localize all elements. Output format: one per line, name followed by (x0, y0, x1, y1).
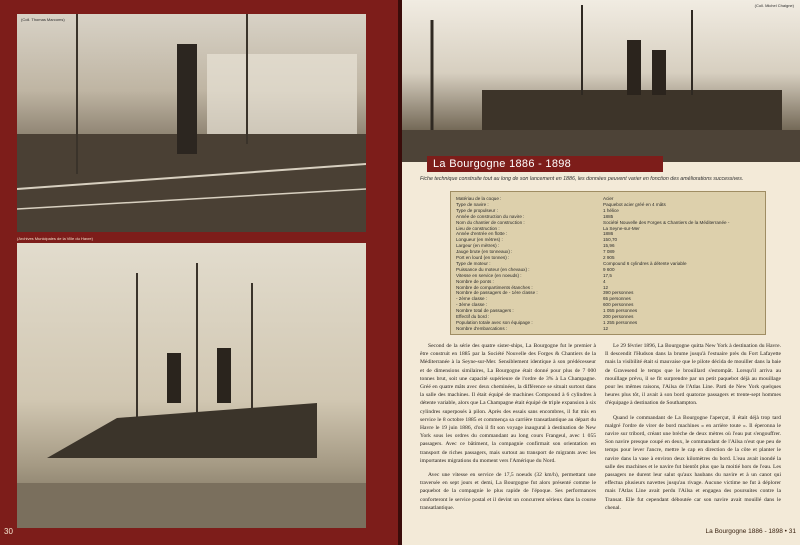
spec-row (456, 296, 760, 302)
body-paragraph: Second de la série des quatre sister-ships, La Bourgogne fut le premier à être construit en 1885 par la Société Nouvelle des Forges & Chantiers de la Méditerranée à la Seyne-sur-Mer. Sensiblement identique à son prédécesseur et de dimensions similaires, La Bourgogne était donné pour plus de 7 000 tonnes brut, soit une capacité supérieure de l'ordre de 3% à La Champagne. Gréé en quatre mâts avec deux cheminées, la différence se situait surtout dans la salle des machines. Il était équipé de machines Compound à 6 cylindres à détente variable, alors que La Champagne était équipé de triple expansion à six cylindres superposés à pilon. Après des essais sans encombres, il fut mis en service le 8 octobre 1885 et commença sa carrière transatlantique au départ du Havre le 19 juin 1886, d'où il fit son voyage inaugural à destination de New York sous les ordres du commandant au long cours Frangeul, avec 1 055 passagers. Avec ce bâtiment, la compagnie confirmait son orientation en transport de riches passagers, mais surtout au transport de migrants avec les importantes migrations du moment vers l'Amérique du Nord. (420, 343, 596, 464)
spec-row (456, 290, 760, 296)
spec-label: Nombre total de passagers : (456, 308, 514, 314)
spec-value: La Seyne-sur-Mer (603, 225, 640, 231)
body-paragraph: Avec une vitesse en service de 17,5 noeuds (32 km/h), permettant une traversée en sept jours et demi, La Bourgogne fut alors présenté comme le paquebot de la compagnie le plus rapide de l'époque. Ses performances conforteront le service postal et il devint un concurrent sérieux dans la course transatlantique. (420, 472, 596, 511)
spec-value: Acier (603, 196, 614, 201)
spec-row (456, 220, 760, 226)
spec-row (456, 226, 760, 232)
spec-row (456, 314, 760, 320)
spec-label: - 2ème classe : (456, 296, 488, 302)
spec-row (456, 196, 760, 202)
spec-value: Compound 6 cylindres à détente variable (603, 260, 687, 266)
spec-label: Population totale avec son équipage : (456, 319, 533, 325)
body-column-1 (420, 342, 596, 512)
spec-value: 390 personnes (603, 290, 634, 296)
body-paragraph: Le 29 février 1896, La Bourgogne quitta New York à destination du Havre. Il descendit l'Hudson dans la brume jusqu'à l'estuaire près du Fort Lafayette mais la visibilité était si mauvaise que le pilote décida de mouiller dans la baie de Gravesend le temps que le brouillard s'estompât. Lorsqu'il arriva au mouillage prévu, il se fit surprendre par un petit paquebot déjà au mouillage pour les mêmes raisons, l'Ailsa de l'Atlas Line. Parti de New York quelques heures plus tôt, il avait à son bord quatorze passagers et trente-sept hommes d'équipage à destination de Southampton. (605, 343, 781, 407)
article-title: La Bourgogne 1886 - 1898 (427, 156, 663, 172)
spec-label: Effectif du bord : (456, 314, 490, 319)
spec-row (456, 208, 760, 214)
photo-credit-bottom: (Archives Municipales de la Ville du Havre) (17, 236, 93, 241)
spec-label: Type de navire : (456, 201, 489, 207)
ship-deck-photo (17, 14, 366, 232)
spec-value: 2 905 (603, 255, 615, 260)
spec-row (456, 279, 760, 285)
spec-value: 12 (603, 325, 609, 331)
spec-row (456, 273, 760, 279)
intro-text: Fiche technique construite tout au long de son lancement en 1886, les données peuvent varier en fonction des améliorations successives. (420, 176, 744, 182)
spec-value: 9 600 (603, 266, 615, 272)
right-page (402, 0, 800, 545)
technical-specs-box (450, 191, 766, 335)
spec-value: 4 (603, 278, 606, 284)
spec-value: 1 055 personnes (603, 308, 638, 314)
spec-row (456, 320, 760, 326)
spec-row (456, 249, 760, 255)
spec-value: 65 personnes (603, 296, 631, 302)
spec-label: Longueur (en mètres) : (456, 237, 503, 243)
spec-label: Puissance du moteur (en chevaux) : (456, 266, 530, 272)
ship-at-dock-photo (402, 0, 800, 162)
ship-at-quay-illustration (17, 243, 366, 528)
photo-credit-right: (Coll. Michel Chaigne) (754, 3, 794, 8)
spec-value: 1885 (603, 213, 614, 219)
spec-label: - 3ème classe : (456, 302, 488, 308)
spec-value: 15,96 (603, 243, 615, 249)
body-column-2 (605, 342, 781, 512)
spec-value: 12 (603, 284, 609, 290)
spec-row (456, 214, 760, 220)
spec-row (456, 285, 760, 291)
spec-value: Société Nouvelle des Forges & Chantiers de la Méditerranée - (603, 219, 730, 225)
spec-row (456, 308, 760, 314)
spec-label: Année d'entrée en flotte : (456, 231, 508, 237)
spec-row (456, 302, 760, 308)
photo-credit-top: (Coll. Thomas Marcoms) (21, 17, 65, 22)
spec-value: 17,5 (603, 272, 612, 278)
spec-row (456, 202, 760, 208)
spec-value: 150,70 (603, 237, 618, 243)
page-number-left: 30 (4, 527, 13, 536)
ship-deck-illustration (17, 14, 366, 232)
page-footer-right: La Bourgogne 1886 - 1898 • 31 (705, 528, 796, 535)
spec-row (456, 326, 760, 332)
spec-row (456, 255, 760, 261)
spec-value: 200 personnes (603, 314, 634, 319)
spec-label: Année de construction du navire : (456, 213, 525, 219)
ship-at-dock-illustration (402, 0, 800, 162)
spec-value: 7 089 (603, 249, 615, 255)
spec-row (456, 267, 760, 273)
spec-value: 600 personnes (603, 302, 634, 308)
spec-label: Jauge brute (en tonneaux) : (456, 249, 513, 255)
spec-row (456, 243, 760, 249)
spec-value: 1886 (603, 231, 614, 237)
spec-label: Vitesse en service (en noeuds) : (456, 272, 522, 278)
spec-label: Nom du chantier de construction : (456, 219, 525, 225)
spec-value: 1 hélice (603, 207, 619, 213)
spec-value: 1 255 personnes (603, 319, 638, 325)
spec-label: Matériau de la coque : (456, 196, 502, 201)
spec-row (456, 237, 760, 243)
spec-label: Type de moteur : (456, 260, 491, 266)
spec-label: Port en lourd (en tonnes) : (456, 255, 510, 260)
spec-label: Nombre de passagers de - 1ère classe : (456, 290, 538, 296)
spec-value: Paquebot acier gréé en 4 mâts (603, 201, 666, 207)
left-page (0, 0, 398, 545)
spec-label: Type de propulseur : (456, 207, 498, 213)
spec-label: Largeur (en mètres) : (456, 243, 500, 249)
spec-row (456, 231, 760, 237)
spec-label: Lieu de construction : (456, 225, 500, 231)
spec-row (456, 261, 760, 267)
ship-at-quay-photo (17, 243, 366, 528)
spec-label: Nombre de ponts : (456, 278, 494, 284)
spec-label: Nombre d'embarcations : (456, 325, 508, 331)
body-paragraph: Quand le commandant de La Bourgogne l'aperçut, il était déjà trop tard malgré l'ordre de virer de bord machines « en arrière toute ». Il éperonna le navire sur tribord, créant une brèche de deux mètres où l'eau put s'engouffrer. Son navire presque coupé en deux, le commandant de l'Ailsa n'eut que peu de temps pour lever l'ancre, mettre le cap en direction de la côte et planter le navire dans la vase à environ deux kilomètres du bord. L'eau avait inondé la salle des machines et le navire fut bientôt plus que la moitié hors de l'eau. Les passagers ne durent leur salut qu'aux haubans du navire et à un canot qui effectua plusieurs navettes jusqu'au rivage. Aucune victime ne fut à déplorer mais l'Atlas Line avait perdu l'Ailsa et engagea des poursuites contre la Transat. Elle fut cependant déboutée car son navire avait mouillé dans le chenal. (605, 414, 781, 511)
spec-label: Nombre de compartiments étanches : (456, 284, 533, 290)
